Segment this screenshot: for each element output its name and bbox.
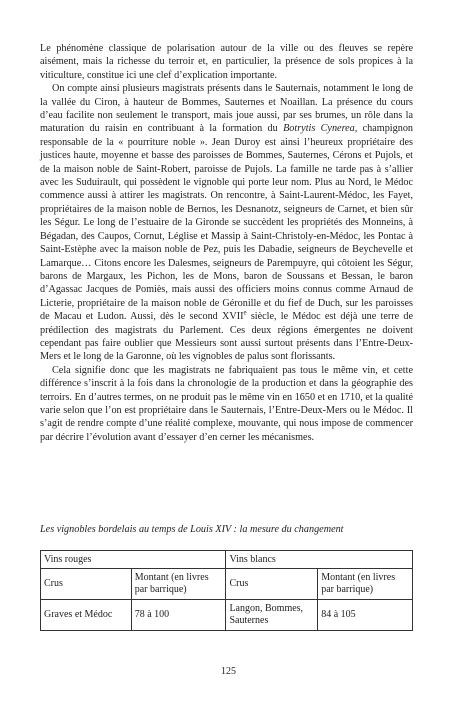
paragraph-2-text: On compte ainsi plusieurs magistrats présents dans le Sauternais, notamment le long de la vallée du Ciron, à hauteur de Bommes, Sauternes et Noaillan. La présence du cours d’eau facilite non seulement le transport, mais joue aussi, par ses brumes, un rôle dans la maturation du raisin en contribuant à la formation du [40, 83, 413, 135]
cell-red-cru: Graves et Médoc [41, 600, 132, 631]
century-superscript: e [243, 308, 247, 317]
vineyards-table [40, 550, 413, 631]
header-white-amount: Montant (en livres par barrique) [318, 569, 413, 600]
paragraph-2 [40, 82, 413, 364]
paragraph-1 [40, 42, 413, 82]
group-white-wines: Vins blancs [226, 551, 413, 569]
cell-red-amount: 78 à 100 [131, 600, 226, 631]
paragraph-1-text: Le phénomène classique de polarisation autour de la ville ou des fleuves se repère aisément, mais la richesse du terroir et, en particulier, la présence de sols propices à la viticulture, constitue ici une clef d’explication importante. [40, 43, 413, 81]
paragraph-2-continued: champignon responsable de la « pourriture noble ». Jean Duroy est ainsi l’heureux propriétaire des justices haute, moyenne et basse des paroisses de Bommes, Sauternes, Cérons et Pujols, et de la maison noble de Saint-Robert, paroisse de Pujols. La famille ne tarde pas à s’allier avec les Suduirault, qui possèdent le vignoble qui porte leur nom. Plus au Nord, le Médoc commence aussi à attirer les magistrats. On rencontre, à Saint-Laurent-Médoc, les Fayet, propriétaires de la maison noble de Bernos, les Desnanotz, seigneurs de Carnet, et bien sûr les Ségur. Le long de l’estuaire de la Gironde se succèdent les propriétés des Monneins, à Bégadan, des Caupos, Cornut, Léglise et Massip à Saint-Christoly-en-Médoc, les Pontac à Saint-Estèphe avec la maison noble de Pez, puis les Dabadie, seigneurs de Beychevelle et Lamarque… Citons encore les Dalesmes, seigneurs de Parempuyre, qui côtoient les Ségur, barons de Margaux, les Pichon, les de Mons, baron de Soussans et Bessan, le baron d’Agassac Jacques de Pomiès, mais aussi des officiers moins connus comme Arnaud de Licterie, propriétaire de la maison noble de Géronille et du fief de Duch, sur les paroisses de Macau et Ludon. Aussi, dès le second XVII [40, 123, 414, 323]
header-white-crus: Crus [226, 569, 318, 600]
table-caption: Les vignobles bordelais au temps de Louis XIV : la mesure du changement [40, 524, 344, 535]
table-row [41, 600, 413, 631]
header-red-amount: Montant (en livres par barrique) [131, 569, 226, 600]
paragraph-3-text: Cela signifie donc que les magistrats ne fabriquaient pas tous le même vin, et cette différence s’inscrit à la fois dans la chronologie de la production et dans la géographie des terroirs. En d’autres termes, on ne produit pas le même vin en 1650 et en 1710, et la qualité varie selon que l’on est propriétaire dans le Sauternais, l’Entre-Deux-Mers ou le Médoc. Il s’agit de rendre compte d’une réalité complexe, mouvante, qui nous impose de commencer par décrire l’évolution avant d’essayer d’en cerner les mécanismes. [40, 364, 413, 443]
paragraph-2-end: siècle, le Médoc est déjà une terre de prédilection des magistrats du Parlement. Ces deux régions émergentes ne doivent cependant pas faire oublier que Messieurs sont aussi surtout présents dans l’Entre-Deux-Mers et le long de la Garonne, où les vignobles de palus sont florissants. [40, 311, 413, 363]
table-group-row [41, 551, 413, 569]
botrytis-term: Botrytis Cynerea, [283, 123, 358, 135]
cell-white-cru: Langon, Bommes, Sauternes [226, 600, 318, 631]
paragraph-3 [40, 364, 413, 444]
body-text [40, 42, 413, 444]
cell-white-amount: 84 à 105 [318, 600, 413, 631]
page-number: 125 [221, 666, 236, 677]
header-red-crus: Crus [41, 569, 132, 600]
group-red-wines: Vins rouges [41, 551, 226, 569]
table-header-row [41, 569, 413, 600]
